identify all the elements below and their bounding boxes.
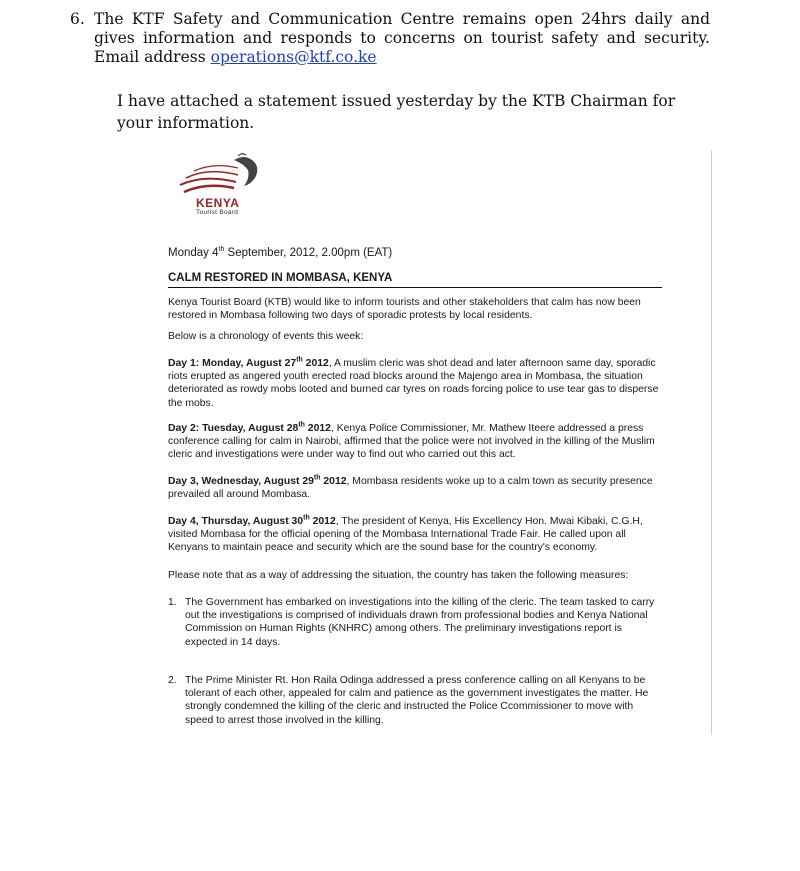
measure-number: 1. — [168, 597, 177, 608]
day-4-year: 2012 — [309, 516, 336, 527]
item-6-number: 6. — [70, 10, 85, 28]
day-3-entry — [168, 475, 664, 501]
statement-scan — [118, 150, 710, 735]
item-6-text: The KTF Safety and Communication Centre remains open 24hrs daily and gives information and responds to concerns on tourist safety and security. Email address — [94, 10, 710, 66]
measure-item — [168, 674, 664, 727]
statement-intro: Kenya Tourist Board (KTB) would like to inform tourists and other stakeholders that calm has now been restored in Mombasa following two days of sporadic protests by local residents. — [168, 297, 641, 322]
measure-text: The Prime Minister Rt. Hon Raila Odinga addressed a press conference calling on all Kenyans to be tolerant of each other, appealed for calm and patience as the government investigates the matter. He strongly condemned the killing of the cleric and instructed the Police Ccommissioner to move with speed to arrest those involved in the killing. — [185, 675, 649, 726]
day-4-entry — [168, 515, 664, 555]
kenya-tourist-board-logo — [176, 152, 266, 220]
day-1-entry — [168, 357, 664, 410]
item-6 — [70, 10, 710, 67]
day-4-heading: Day 4, Thursday, August 30 — [168, 516, 304, 527]
logo-name: KENYA — [196, 196, 240, 210]
measure-item — [168, 596, 664, 649]
item-6-body — [94, 10, 710, 67]
intro-paragraph: I have attached a statement issued yesterday by the KTB Chairman for your information. — [117, 92, 676, 132]
day-3-sup: th — [313, 474, 321, 482]
day-2-entry — [168, 422, 664, 462]
measure-text: The Government has embarked on investigations into the killing of the cleric. The team tasked to carry out the investigations is comprised of individuals drawn from professional bodies and Kenya National Commission on Human Rights (KNHRC) among others. The preliminary investigations report is expected in 14 days. — [185, 597, 655, 648]
date-rest: September, 2012, 2.00pm (EAT) — [224, 247, 393, 259]
day-2-heading: Day 2: Tuesday, August 28 — [168, 423, 299, 434]
logo-subtitle: Tourist Board — [196, 209, 239, 216]
day-1-year: 2012 — [302, 358, 329, 369]
chronology-lead: Below is a chronology of events this week: — [168, 331, 364, 342]
day-3-text: , Mombasa residents woke up to a calm town as security presence prevailed all around Mombasa. — [168, 476, 653, 501]
email-link[interactable]: operations@ktf.co.ke — [210, 48, 377, 66]
statement-title: CALM RESTORED IN MOMBASA, KENYA — [168, 272, 662, 288]
day-2-sup: th — [298, 421, 305, 429]
date-sup: th — [218, 246, 225, 254]
day-1-sup: th — [296, 356, 303, 364]
measure-number: 2. — [168, 675, 177, 686]
day-4-text: , The president of Kenya, His Excellency Hon. Mwai Kibaki, C.G.H, visited Mombasa for the official opening of the Mombasa International Trade Fair. He called upon all Kenyans to maintain peace and security which are the sound base for the country's economy. — [168, 516, 643, 554]
day-3-year: 2012 — [320, 476, 347, 487]
lion-icon — [176, 152, 266, 198]
statement-date — [168, 247, 664, 260]
day-3-heading: Day 3, Wednesday, August 29 — [168, 476, 314, 487]
date-day: Monday 4 — [168, 247, 219, 259]
day-1-text: , A muslim cleric was shot dead and later afternoon same day, sporadic riots erupted as angered youth erected road blocks around the Majengo area in Mombasa, the situation deteriorated as rowdy mobs looted and burned car tyres on roads forcing police to use tear gas to disperse the mobs. — [168, 358, 659, 409]
scan-edge — [711, 150, 712, 735]
measures-lead: Please note that as a way of addressing the situation, the country has taken the following measures: — [168, 570, 629, 581]
day-2-year: 2012 — [304, 423, 331, 434]
day-2-text: , Kenya Police Commissioner, Mr. Mathew Iteere addressed a press conference calling for calm in Nairobi, affirmed that the police were not involved in the killing of the Muslim cleric and investigations were under way to find out who carried out this act. — [168, 423, 655, 461]
day-1-heading: Day 1: Monday, August 27 — [168, 358, 297, 369]
day-4-sup: th — [303, 514, 310, 522]
